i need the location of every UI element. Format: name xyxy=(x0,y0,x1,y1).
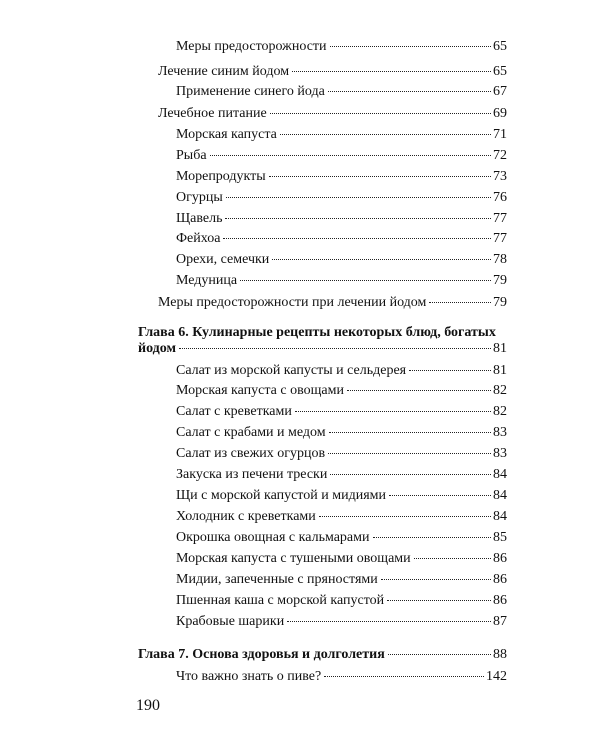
dot-leader xyxy=(223,238,491,239)
toc-entry xyxy=(176,126,507,143)
toc-entry-page: 82 xyxy=(493,404,507,419)
toc-entry xyxy=(176,38,507,55)
dot-leader xyxy=(226,197,491,198)
toc-entry-page: 73 xyxy=(493,169,507,184)
toc-entry xyxy=(176,189,507,206)
dot-leader xyxy=(210,155,491,156)
dot-leader xyxy=(295,411,491,412)
toc-entry-page: 85 xyxy=(493,530,507,545)
toc-entry xyxy=(176,571,507,588)
toc-entry-page: 72 xyxy=(493,148,507,163)
toc-entry-title: Фейхоа xyxy=(176,231,221,246)
dot-leader xyxy=(429,302,491,303)
toc-entry xyxy=(176,382,507,399)
dot-leader xyxy=(330,46,491,47)
toc-entry-page: 69 xyxy=(493,106,507,121)
toc-entry xyxy=(176,445,507,462)
chapter-7-entry xyxy=(138,646,507,663)
toc-entry-title: Морская капуста с овощами xyxy=(176,383,344,398)
dot-leader xyxy=(388,654,491,655)
toc-entry-title: Меры предосторожности при лечении йодом xyxy=(158,295,427,310)
dot-leader xyxy=(389,495,491,496)
toc-entry-title: Крабовые шарики xyxy=(176,614,285,629)
dot-leader xyxy=(240,280,491,281)
toc-entry xyxy=(176,466,507,483)
dot-leader xyxy=(319,516,491,517)
dot-leader xyxy=(373,537,492,538)
toc-entry-page: 77 xyxy=(493,211,507,226)
toc-entry-page: 79 xyxy=(493,273,507,288)
toc-entry-title: Салат из морской капусты и сельдерея xyxy=(176,363,407,378)
toc-entry xyxy=(176,147,507,164)
chapter-7-heading: Глава 7. Основа здоровья и долголетия xyxy=(138,647,385,662)
toc-entry xyxy=(158,63,507,80)
chapter-6-heading-cont: йодом xyxy=(138,341,177,356)
toc-entry-title: Рыба xyxy=(176,148,207,163)
toc-entry-title: Меры предосторожности xyxy=(176,39,327,54)
dot-leader xyxy=(328,91,491,92)
dot-leader xyxy=(287,621,491,622)
toc-entry xyxy=(176,362,507,379)
toc-entry-title: Медуница xyxy=(176,273,238,288)
toc-entry xyxy=(176,668,507,685)
dot-leader xyxy=(269,176,491,177)
dot-leader xyxy=(347,390,491,391)
toc-entry-title: Морская капуста с тушеными овощами xyxy=(176,551,411,566)
dot-leader xyxy=(324,676,484,677)
toc-entry-page: 86 xyxy=(493,551,507,566)
toc-entry-page: 65 xyxy=(493,64,507,79)
toc-entry-title: Морепродукты xyxy=(176,169,266,184)
toc-entry-title: Применение синего йода xyxy=(176,84,325,99)
toc-entry xyxy=(158,294,507,311)
toc-entry xyxy=(176,529,507,546)
toc-entry-page: 78 xyxy=(493,252,507,267)
toc-entry xyxy=(176,210,507,227)
toc-entry xyxy=(176,83,507,100)
toc-entry xyxy=(176,272,507,289)
toc-entry-page: 79 xyxy=(493,295,507,310)
toc-entry-title: Окрошка овощная с кальмарами xyxy=(176,530,370,545)
toc-entry xyxy=(176,424,507,441)
toc-entry-title: Салат из свежих огурцов xyxy=(176,446,326,461)
toc-entry-title: Пшенная каша с морской капустой xyxy=(176,593,385,608)
dot-leader xyxy=(280,134,491,135)
toc-entry xyxy=(176,403,507,420)
dot-leader xyxy=(328,453,491,454)
toc-entry-page: 86 xyxy=(493,572,507,587)
toc-entry-title: Морская капуста xyxy=(176,127,277,142)
toc-entry-page: 82 xyxy=(493,383,507,398)
toc-entry xyxy=(176,168,507,185)
toc-entry xyxy=(176,251,507,268)
dot-leader xyxy=(329,432,491,433)
toc-entry-page: 81 xyxy=(493,363,507,378)
dot-leader xyxy=(225,218,491,219)
toc-entry-page: 86 xyxy=(493,593,507,608)
toc-entry-page: 71 xyxy=(493,127,507,142)
dot-leader xyxy=(272,259,491,260)
toc-entry-title: Салат с крабами и медом xyxy=(176,425,326,440)
toc-entry-page: 76 xyxy=(493,190,507,205)
toc-entry-page: 67 xyxy=(493,84,507,99)
dot-leader xyxy=(330,474,491,475)
toc-entry-page: 84 xyxy=(493,467,507,482)
toc-entry-page: 65 xyxy=(493,39,507,54)
toc-entry-page: 87 xyxy=(493,614,507,629)
toc-entry-page: 83 xyxy=(493,446,507,461)
toc-entry xyxy=(176,487,507,504)
toc-entry-title: Мидии, запеченные с пряностями xyxy=(176,572,378,587)
toc-entry-title: Что важно знать о пиве? xyxy=(176,669,322,684)
toc-entry-title: Орехи, семечки xyxy=(176,252,270,267)
toc-entry-page: 84 xyxy=(493,488,507,503)
dot-leader xyxy=(270,113,491,114)
toc-entry-title: Щи с морской капустой и мидиями xyxy=(176,488,386,503)
toc-entry-page: 84 xyxy=(493,509,507,524)
toc-entry xyxy=(176,230,507,247)
chapter-6-heading: Глава 6. Кулинарные рецепты некоторых блюд, богатых xyxy=(138,325,496,340)
toc-entry-page: 88 xyxy=(493,647,507,662)
toc-entry-title: Лечебное питание xyxy=(158,106,267,121)
toc-entry-page: 142 xyxy=(486,669,507,684)
dot-leader xyxy=(179,348,491,349)
dot-leader xyxy=(387,600,491,601)
toc-entry-title: Щавель xyxy=(176,211,223,226)
toc-entry xyxy=(176,592,507,609)
toc-entry xyxy=(176,508,507,525)
toc-entry xyxy=(176,550,507,567)
toc-entry xyxy=(176,613,507,630)
toc-entry-page: 81 xyxy=(493,341,507,356)
toc-entry-page: 77 xyxy=(493,231,507,246)
toc-entry-title: Холодник с креветками xyxy=(176,509,316,524)
dot-leader xyxy=(414,558,491,559)
dot-leader xyxy=(409,370,491,371)
toc-entry xyxy=(158,105,507,122)
toc-entry-title: Салат с креветками xyxy=(176,404,292,419)
toc-entry-page: 83 xyxy=(493,425,507,440)
page-number: 190 xyxy=(136,697,160,714)
dot-leader xyxy=(381,579,491,580)
dot-leader xyxy=(292,71,491,72)
toc-entry-title: Закуска из печени трески xyxy=(176,467,328,482)
toc-entry-title: Лечение синим йодом xyxy=(158,64,290,79)
chapter-6-entry xyxy=(138,340,507,357)
toc-entry-title: Огурцы xyxy=(176,190,223,205)
